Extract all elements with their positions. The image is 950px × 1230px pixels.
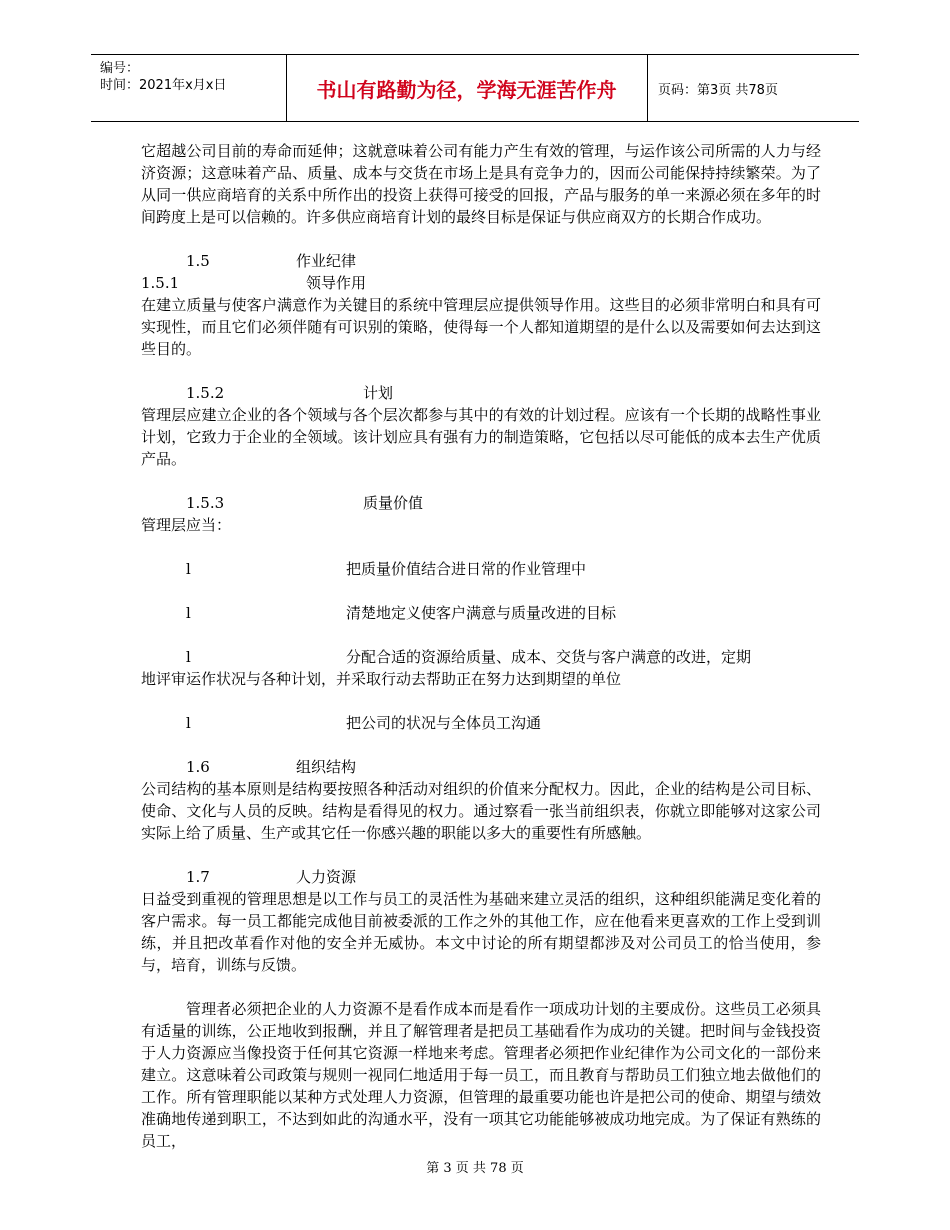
section-number: 1.6 xyxy=(186,758,210,776)
bullet-mark: l xyxy=(186,714,191,732)
paragraph-planning: 管理层应建立企业的各个领域与各个层次都参与其中的有效的计划过程。应该有一个长期的战略性事业计划，它致力于企业的全领域。该计划应具有强有力的制造策略，它包括以尽可能低的成本去生产优质产品。 xyxy=(141,406,821,468)
section-1-5-2-heading xyxy=(141,382,821,404)
page-header xyxy=(91,54,859,122)
section-title: 计划 xyxy=(363,384,394,402)
doc-number-label: 编号： xyxy=(100,61,140,76)
section-number: 1.5.2 xyxy=(186,384,225,402)
header-meta xyxy=(100,60,226,94)
section-title: 组织结构 xyxy=(296,758,357,776)
bullet-text: 把公司的状况与全体员工沟通 xyxy=(346,714,542,732)
section-title: 领导作用 xyxy=(306,274,367,292)
section-1-5-heading xyxy=(141,250,821,272)
section-title: 作业纪律 xyxy=(296,252,357,270)
bullet-mark: l xyxy=(186,560,191,578)
paragraph-intro: 它超越公司目前的寿命而延伸；这就意味着公司有能力产生有效的管理，与运作该公司所需的人力与经济资源；这意味着产品、质量、成本与交货在市场上是具有竞争力的，因而公司能保持持续繁荣。为了从同一供应商培育的关系中所作出的投资上获得可接受的回报，产品与服务的单一来源必须在多年的时间跨度上是可以信赖的。许多供应商培育计划的最终目标是保证与供应商双方的长期合作成功。 xyxy=(141,142,821,226)
header-divider-right xyxy=(647,55,648,121)
bullet-continuation: 地评审运作状况与各种计划，并采取行动去帮助正在努力达到期望的单位 xyxy=(141,670,622,688)
section-number: 1.5.3 xyxy=(186,494,225,512)
bullet-text: 清楚地定义使客户满意与质量改进的目标 xyxy=(346,604,617,622)
section-title: 质量价值 xyxy=(363,494,424,512)
paragraph-leadership: 在建立质量与使客户满意作为关键目的系统中管理层应提供领导作用。这些目的必须非常明白和具有可实现性，而且它们必须伴随有可识别的策略，使得每一个人都知道期望的是什么以及需要如何去达到这些目的。 xyxy=(141,296,821,358)
paragraph-quality-values: 管理层应当： xyxy=(141,516,232,534)
section-1-6-heading xyxy=(141,756,821,778)
doc-date-label: 时间：2021年x月x日 xyxy=(100,78,227,93)
bullet-item xyxy=(141,712,821,734)
bullet-item xyxy=(141,602,821,624)
section-1-5-3-heading xyxy=(141,492,821,514)
paragraph-organization: 公司结构的基本原则是结构要按照各种活动对组织的价值来分配权力。因此，企业的结构是公司目标、使命、文化与人员的反映。结构是看得见的权力。通过察看一张当前组织表，你就立即能够对这家公司实际上给了质量、生产或其它任一你感兴趣的职能以多大的重要性有所感触。 xyxy=(141,780,821,842)
bullet-mark: l xyxy=(186,604,191,622)
paragraph-human-resources: 日益受到重视的管理思想是以工作与员工的灵活性为基础来建立灵活的组织，这种组织能满足变化着的客户需求。每一员工都能完成他目前被委派的工作之外的其他工作，应在他看来更喜欢的工作上受到训练，并且把改革看作对他的安全并无威协。本文中讨论的所有期望都涉及对公司员工的恰当使用，参与，培育，训练与反馈。 xyxy=(141,890,821,974)
document-body xyxy=(141,140,821,1152)
section-number: 1.7 xyxy=(186,868,210,886)
paragraph-management: 管理者必须把企业的人力资源不是看作成本而是看作一项成功计划的主要成份。这些员工必须具有适量的训练，公正地收到报酬，并且了解管理者是把员工基础看作为成功的关键。把时间与金钱投资于人力资源应当像投资于任何其它资源一样地来考虑。管理者必须把作业纪律作为公司文化的一部份来建立。这意味着公司政策与规则一视同仁地适用于每一员工，而且教育与帮助员工们独立地去做他们的工作。所有管理职能以某种方式处理人力资源，但管理的最重要功能也许是把公司的使命、期望与绩效准确地传递到职工，不达到如此的沟通水平，没有一项其它功能能够被成功地完成。为了保证有熟练的员工， xyxy=(141,1000,821,1150)
section-1-7-heading xyxy=(141,866,821,888)
header-page-info: 页码：第3页 共78页 xyxy=(658,83,778,98)
section-1-5-1-heading xyxy=(141,272,821,294)
page-footer: 第 3 页 共 78 页 xyxy=(426,1161,524,1176)
bullet-item xyxy=(141,646,821,668)
bullet-mark: l xyxy=(186,648,191,666)
header-motto: 书山有路勤为径，学海无涯苦作舟 xyxy=(316,77,617,102)
section-title: 人力资源 xyxy=(296,868,357,886)
bullet-text: 分配合适的资源给质量、成本、交货与客户满意的改进，定期 xyxy=(346,648,752,666)
section-number: 1.5.1 xyxy=(141,274,180,292)
bullet-item xyxy=(141,558,821,580)
section-number: 1.5 xyxy=(186,252,210,270)
bullet-text: 把质量价值结合进日常的作业管理中 xyxy=(346,560,587,578)
